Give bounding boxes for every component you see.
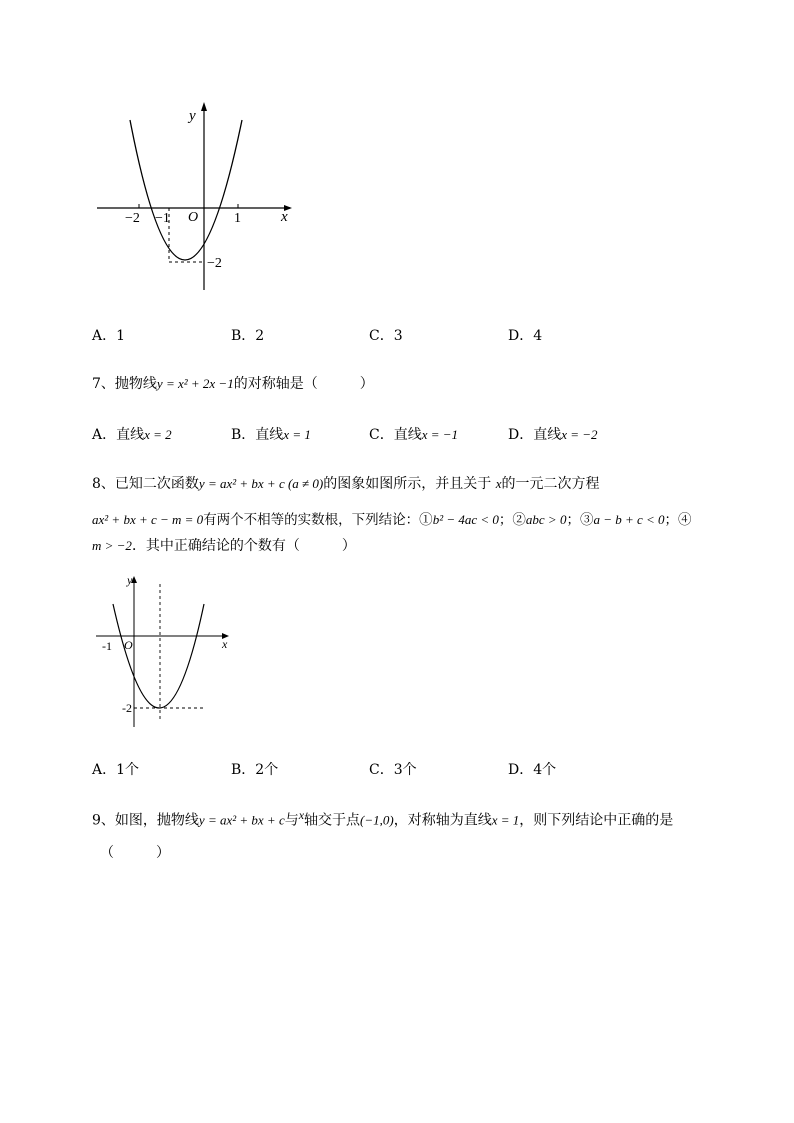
y-tick-label-neg2: −2 [207, 256, 222, 271]
question-8-line-3 [92, 535, 356, 555]
q7-option-c-math: x = −1 [421, 427, 459, 442]
q7-option-d-label: D．直线 [508, 427, 562, 443]
y-tick-label-neg2: -2 [122, 701, 132, 715]
q7-option-d[interactable] [508, 424, 598, 444]
y-axis-label: y [189, 108, 196, 124]
parabola-curve [113, 604, 204, 708]
q8-option-b[interactable]: B．2个 [231, 762, 279, 778]
q7-option-c-label: C．直线 [369, 427, 422, 443]
q7-suffix: 的对称轴是（ ） [233, 376, 374, 392]
q8-conclusion-2: abc > 0 [525, 512, 567, 527]
question-9-line-1 [92, 808, 673, 830]
q8-conclusion-1: b² − 4ac < 0 [432, 512, 499, 527]
q9-text-2: 轴交于点 [304, 812, 361, 829]
question-9-line-2: （ ） [100, 845, 170, 861]
q8-option-a[interactable]: A．1个 [92, 762, 140, 778]
question-8-line-2 [92, 508, 692, 528]
q8-text-2: ；② [498, 512, 526, 528]
q8-line3-text: ．其中正确结论的个数有（ ） [131, 538, 356, 554]
q7-prefix: 7、抛物线 [92, 376, 157, 392]
tick-label-neg2: −2 [125, 211, 140, 226]
q9-prefix: 9、如图，抛物线 [92, 812, 199, 829]
y-axis-arrow [201, 102, 207, 111]
q8-text-4: ；④ [664, 512, 692, 528]
y-axis-label: y [127, 573, 133, 587]
q8-formula: y = ax² + bx + c (a ≠ 0) [198, 476, 324, 491]
tick-label-1: 1 [234, 211, 241, 226]
q8-option-c[interactable]: C．3个 [369, 762, 417, 778]
q9-text-1: 与 [284, 812, 299, 829]
q6-option-d[interactable]: D．4 [508, 328, 543, 344]
q9-var-x: x [298, 808, 305, 822]
tick-label-neg1: -1 [102, 639, 112, 653]
figure-1-parabola [92, 98, 302, 298]
question-7-stem [92, 373, 374, 393]
q8-suffix: 的图象如图所示，并且关于 [323, 476, 492, 492]
q6-option-c[interactable]: C．3 [369, 328, 403, 344]
q7-formula: y = x² + 2x −1 [156, 376, 234, 391]
q7-option-a[interactable] [92, 424, 172, 444]
origin-label: O [188, 210, 199, 225]
q9-axis: x = 1 [491, 812, 520, 828]
parabola-curve [130, 120, 242, 260]
q8-conclusion-4: m > −2 [92, 538, 132, 553]
q6-option-a[interactable]: A．1 [92, 328, 126, 344]
q8-text-1: 有两个不相等的实数根，下列结论：① [203, 512, 433, 528]
q8-equation: ax² + bx + c − m = 0 [92, 512, 204, 527]
q7-option-a-math: x = 2 [144, 427, 172, 442]
origin-label: O [124, 638, 133, 652]
q8-var-x: x [495, 476, 502, 491]
q7-option-c[interactable] [369, 424, 458, 444]
q8-text-3: ；③ [566, 512, 594, 528]
q8-line1-end: 的一元二次方程 [501, 476, 600, 492]
q9-text-4: ，则下列结论中正确的是 [519, 812, 674, 829]
q7-option-a-label: A．直线 [92, 427, 145, 443]
q8-conclusion-3: a − b + c < 0 [593, 512, 665, 527]
q9-text-3: ，对称轴为直线 [393, 812, 492, 829]
question-8-line-1 [92, 473, 600, 493]
q8-option-d[interactable]: D．4个 [508, 762, 557, 778]
q7-option-b-label: B．直线 [231, 427, 284, 443]
x-axis-label: x [281, 209, 288, 225]
q9-point: (−1,0) [360, 812, 394, 828]
figure-2-parabola [92, 572, 242, 732]
q7-option-b[interactable] [231, 424, 311, 444]
q9-formula: y = ax² + bx + c [198, 812, 285, 828]
q6-option-b[interactable]: B．2 [231, 328, 265, 344]
q8-prefix: 8、已知二次函数 [92, 476, 199, 492]
q7-option-d-math: x = −2 [561, 427, 598, 442]
tick-label-neg1: −1 [155, 211, 170, 226]
x-axis-label: x [222, 637, 228, 651]
q7-option-b-math: x = 1 [283, 427, 311, 442]
